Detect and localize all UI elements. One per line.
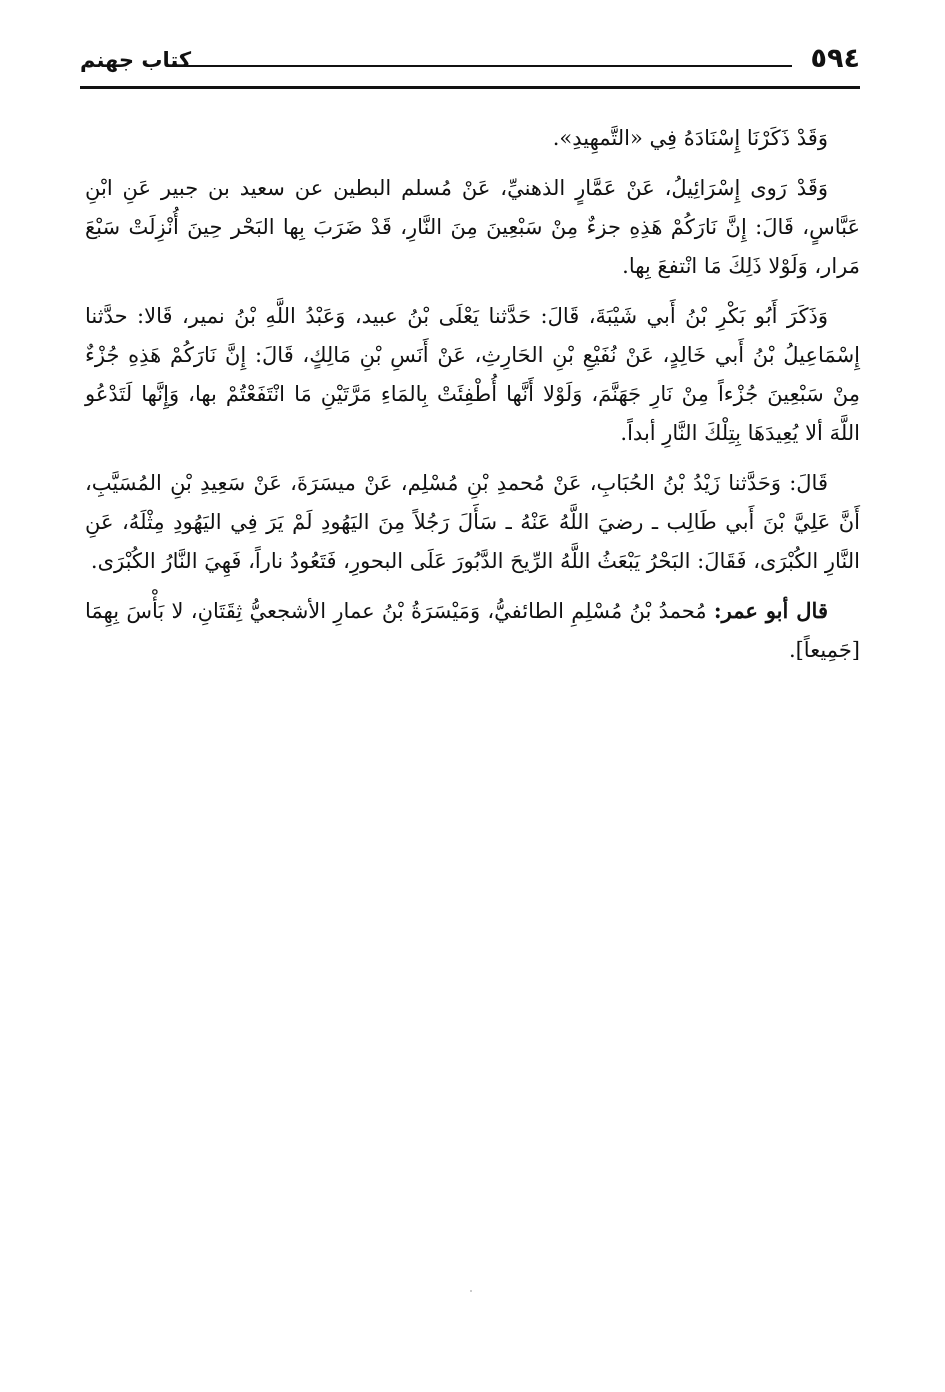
paragraph-text: وَذَكَرَ أَبُو بَكْرِ بْنُ أَبي شَيْبَةَ، قَالَ: حَدَّثنا يَعْلَى بْنُ عبيد، وَعَبْدُ اللَّهِ بْنُ نمير، قَالا: حدَّثنا إِسْمَاعِيلُ بْنُ أَبي خَالِدٍ، عَنْ نُفَيْعِ بْنِ الحَارِثِ، عَنْ أَنَسِ بْنِ مَالِكٍ، قَالَ: إِنَّ نَارَكُمْ هَذِهِ جُزْءٌ مِنْ سَبْعِينَ جُزْءاً مِنْ نَارِ جَهَنَّمَ، وَلَوْلا أَنَّها أُطْفِئَتْ بِالمَاءِ مَرَّتَيْنِ مَا انْتَفَعْتُمْ بها، وَإِنَّها لَتَدْعُو اللَّهَ ألا يُعِيدَهَا بِتِلْكَ النَّارِ أبداً. bbox=[85, 304, 860, 445]
paragraph-tamhid-reference bbox=[85, 118, 860, 158]
page-number: ٥٩٤ bbox=[810, 43, 860, 74]
running-title: كتاب جهنم bbox=[80, 48, 192, 72]
paragraph-text: قَالَ: وَحَدَّثنا زَيْدُ بْنُ الحُبَابِ، عَنْ مُحمدِ بْنِ مُسْلِم، عَنْ ميسَرَةَ، عَنْ سَعِيدِ بْنِ المُسَيَّبِ، أَنَّ عَلِيَّ بْنَ أَبي طَالِب ـ رضيَ اللَّهُ عَنْهُ ـ سَأَلَ رَجُلاً مِنَ اليَهُودِ لَمْ يَرَ فِي اليَهُودِ مِثْلَهُ، عَنِ النَّارِ الكُبْرَى، فَقَالَ: البَحْرُ يَبْعَثُ اللَّهُ الرِّيحَ الدَّبُورَ عَلَى البحورِ، فَتَعُودُ ناراً، فَهِيَ النَّارُ الكُبْرَى. bbox=[85, 471, 860, 573]
paragraph-text: مُحمدُ بْنُ مُسْلِمِ الطائفيُّ، وَمَيْسَرَةُ بْنُ عمارِ الأشجعيُّ ثِقَتَانِ، لا بَأْسَ بِهِمَا [جَمِيعاً]. bbox=[85, 599, 860, 662]
scan-speck bbox=[470, 1290, 472, 1292]
paragraph-zayd-ibn-hubab bbox=[85, 463, 860, 581]
paragraph-ibn-abi-shaybah bbox=[85, 296, 860, 453]
header-rule bbox=[80, 86, 860, 89]
paragraph-text: وَقَدْ ذَكَرْنَا إِسْنَادَهُ فِي «التَّمهِيدِ». bbox=[552, 126, 828, 150]
paragraph-israil-narration bbox=[85, 168, 860, 286]
header-dash-line bbox=[172, 65, 792, 67]
page-header bbox=[80, 42, 860, 84]
paragraph-lead: قال أبو عمر: bbox=[713, 598, 828, 623]
paragraph-text: وَقَدْ رَوى إِسْرَائِيلُ، عَنْ عَمَّارٍ الذهنيِّ، عَنْ مُسلم البطين عن سعيد بن جبير عَنِ ابْنِ عَبَّاسٍ، قَالَ: إِنَّ نَارَكُمْ هَذِهِ جزءٌ مِنْ سَبْعِينَ مِنَ النَّارِ، قَدْ ضَرَبَ بِها البَحْر حِينَ أُنْزِلَتْ سَبْعَ مَرار، وَلَوْلا ذَلِكَ مَا انْتفعَ بِها. bbox=[85, 176, 860, 278]
paragraph-abu-umar-comment bbox=[85, 591, 860, 670]
body-text bbox=[85, 118, 860, 680]
